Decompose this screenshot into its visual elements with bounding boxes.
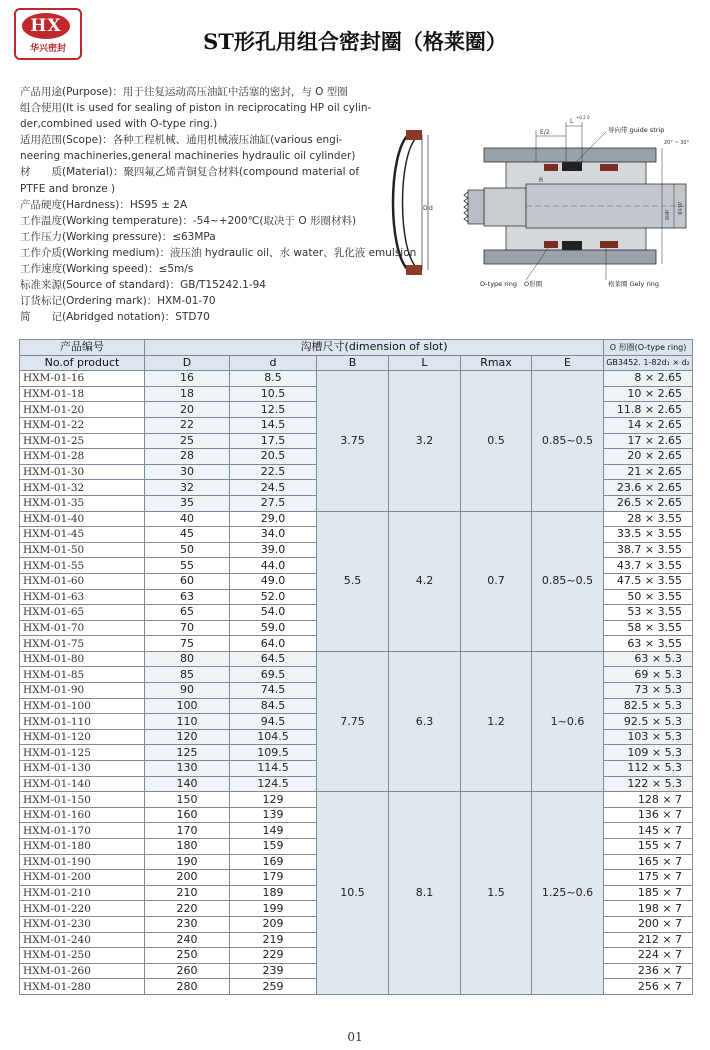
groove-d-cell: 54.0: [230, 605, 317, 621]
slot-b-cell: 7.75: [317, 651, 389, 791]
groove-d-cell: 189: [230, 885, 317, 901]
bore-d-cell: 80: [145, 651, 230, 667]
groove-d-cell: 34.0: [230, 527, 317, 543]
groove-d-cell: 169: [230, 854, 317, 870]
o-ring-size-cell: 200 × 7: [604, 916, 693, 932]
o-ring-size-cell: 155 × 7: [604, 839, 693, 855]
product-number-cell: HXM-01-100: [20, 698, 145, 714]
product-number-cell: HXM-01-220: [20, 901, 145, 917]
header-col-e: E: [532, 355, 604, 371]
bore-d-cell: 45: [145, 527, 230, 543]
header-col-rmax: Rmax: [461, 355, 532, 371]
slot-rmax-cell: 1.5: [461, 792, 532, 995]
product-number-cell: HXM-01-35: [20, 495, 145, 511]
o-ring-size-cell: 82.5 × 5.3: [604, 698, 693, 714]
groove-d-cell: 159: [230, 839, 317, 855]
product-number-cell: HXM-01-85: [20, 667, 145, 683]
product-number-cell: HXM-01-32: [20, 480, 145, 496]
product-number-cell: HXM-01-170: [20, 823, 145, 839]
bore-d-cell: 50: [145, 542, 230, 558]
bore-d-cell: 190: [145, 854, 230, 870]
groove-d-cell: 129: [230, 792, 317, 808]
bore-d-cell: 100: [145, 698, 230, 714]
product-number-cell: HXM-01-20: [20, 402, 145, 418]
o-ring-size-cell: 128 × 7: [604, 792, 693, 808]
spec-line: 工作温度(Working temperature)：-54~+200℃(取决于 O 形圈材料): [20, 214, 357, 227]
bore-d-cell: 65: [145, 605, 230, 621]
groove-d-cell: 59.0: [230, 620, 317, 636]
bore-d-cell: 220: [145, 901, 230, 917]
groove-d-cell: 22.5: [230, 464, 317, 480]
bore-d-cell: 125: [145, 745, 230, 761]
spec-line: 产品硬度(Hardness)：HS95 ± 2A: [20, 198, 188, 211]
o-ring-size-cell: 112 × 5.3: [604, 761, 693, 777]
product-number-cell: HXM-01-130: [20, 761, 145, 777]
o-ring-size-cell: 21 × 2.65: [604, 464, 693, 480]
table-row: [20, 651, 693, 667]
logo-mark: HX: [22, 13, 70, 39]
o-ring-size-cell: 63 × 3.55: [604, 636, 693, 652]
product-number-cell: HXM-01-90: [20, 683, 145, 699]
slot-l-cell: 3.2: [389, 371, 461, 511]
groove-d-cell: 229: [230, 948, 317, 964]
o-ring-size-cell: 145 × 7: [604, 823, 693, 839]
bore-d-cell: 28: [145, 449, 230, 465]
spec-line: 标准来源(Source of standard)：GB/T15242.1-94: [20, 279, 266, 292]
o-ring-size-cell: 50 × 3.55: [604, 589, 693, 605]
product-number-cell: HXM-01-55: [20, 558, 145, 574]
groove-d-cell: 20.5: [230, 449, 317, 465]
slot-b-cell: 5.5: [317, 511, 389, 651]
slot-rmax-cell: 1.2: [461, 651, 532, 791]
o-ring-size-cell: 185 × 7: [604, 885, 693, 901]
bore-d-cell: 250: [145, 948, 230, 964]
bore-d-cell: 16: [145, 371, 230, 387]
bore-d-cell: 75: [145, 636, 230, 652]
bore-d-cell: 40: [145, 511, 230, 527]
o-ring-size-cell: 11.8 × 2.65: [604, 402, 693, 418]
groove-d-cell: 14.5: [230, 417, 317, 433]
o-ring-size-cell: 43.7 × 3.55: [604, 558, 693, 574]
header-oring-line1: O 形圈(O-type ring): [604, 340, 693, 356]
o-ring-size-cell: 47.5 × 3.55: [604, 573, 693, 589]
bore-d-cell: 140: [145, 776, 230, 792]
o-ring-size-cell: 73 × 5.3: [604, 683, 693, 699]
dim-angle: 20° ~ 30°: [664, 140, 690, 146]
slot-l-cell: 8.1: [389, 792, 461, 995]
product-number-cell: HXM-01-22: [20, 417, 145, 433]
groove-d-cell: 52.0: [230, 589, 317, 605]
o-ring-size-cell: 224 × 7: [604, 948, 693, 964]
bore-d-cell: 260: [145, 963, 230, 979]
product-number-cell: HXM-01-120: [20, 729, 145, 745]
slot-e-cell: 1.25~0.6: [532, 792, 604, 995]
spec-line: 订货标记(Ordering mark)：HXM-01-70: [20, 295, 216, 308]
groove-d-cell: 109.5: [230, 745, 317, 761]
product-number-cell: HXM-01-190: [20, 854, 145, 870]
bore-d-cell: 180: [145, 839, 230, 855]
dim-tol: +0.2 0: [576, 115, 590, 120]
bore-d-cell: 210: [145, 885, 230, 901]
dim-r: R: [539, 177, 544, 184]
groove-d-cell: 10.5: [230, 386, 317, 402]
label-o-type-ring: O-type ring: [480, 280, 517, 288]
product-number-cell: HXM-01-70: [20, 620, 145, 636]
o-ring-size-cell: 26.5 × 2.65: [604, 495, 693, 511]
product-number-cell: HXM-01-240: [20, 932, 145, 948]
spec-line: PTFE and bronze ): [20, 182, 116, 195]
groove-d-cell: 124.5: [230, 776, 317, 792]
header-product-en: No.of product: [20, 355, 145, 371]
spec-line: 工作压力(Working pressure)：≤63MPa: [20, 230, 216, 243]
bore-d-cell: 280: [145, 979, 230, 995]
o-ring-size-cell: 20 × 2.65: [604, 449, 693, 465]
slot-e-cell: 0.85~0.5: [532, 511, 604, 651]
label-o-ring-cn: O形圈: [524, 280, 543, 288]
slot-b-cell: 3.75: [317, 371, 389, 511]
spec-line: 材 质(Material)：聚四氟乙烯青铜复合材料(compound material of: [20, 166, 360, 179]
seal-ring-side-view: [393, 130, 433, 275]
table-row: [20, 792, 693, 808]
groove-d-cell: 69.5: [230, 667, 317, 683]
bore-d-cell: 55: [145, 558, 230, 574]
product-number-cell: HXM-01-110: [20, 714, 145, 730]
groove-d-cell: 64.0: [230, 636, 317, 652]
spec-line: 工作速度(Working speed)：≤5m/s: [20, 263, 194, 276]
o-ring-size-cell: 198 × 7: [604, 901, 693, 917]
groove-d-cell: 179: [230, 870, 317, 886]
groove-d-cell: 259: [230, 979, 317, 995]
table-row: [20, 371, 693, 387]
slot-rmax-cell: 0.5: [461, 371, 532, 511]
o-ring-size-cell: 92.5 × 5.3: [604, 714, 693, 730]
spec-line: 产品用途(Purpose)：用于往复运动高压油缸中活塞的密封，与 O 型圈: [20, 86, 348, 98]
slot-l-cell: 6.3: [389, 651, 461, 791]
o-ring-size-cell: 175 × 7: [604, 870, 693, 886]
slot-b-cell: 10.5: [317, 792, 389, 995]
spec-line: 适用范围(Scope)：各种工程机械、通用机械液压油缸(various engi-: [20, 134, 343, 147]
spec-line: 组合使用(It is used for sealing of piston in reciprocating HP oil cylin-: [20, 102, 372, 115]
seal-cross-section-diagram: [386, 110, 706, 295]
product-number-cell: HXM-01-80: [20, 651, 145, 667]
o-ring-size-cell: 53 × 3.55: [604, 605, 693, 621]
header-col-l: L: [389, 355, 461, 371]
bore-d-cell: 170: [145, 823, 230, 839]
header-product-cn: 产品编号: [20, 340, 145, 356]
groove-d-cell: 104.5: [230, 729, 317, 745]
o-ring-size-cell: 17 × 2.65: [604, 433, 693, 449]
o-ring-size-cell: 14 × 2.65: [604, 417, 693, 433]
dim-e2: E/2: [540, 129, 550, 136]
dim-l: L: [570, 118, 574, 125]
groove-d-cell: 27.5: [230, 495, 317, 511]
product-number-cell: HXM-01-50: [20, 542, 145, 558]
product-number-cell: HXM-01-60: [20, 573, 145, 589]
groove-d-cell: 149: [230, 823, 317, 839]
groove-d-cell: 139: [230, 807, 317, 823]
o-ring-size-cell: 58 × 3.55: [604, 620, 693, 636]
o-ring-size-cell: 103 × 5.3: [604, 729, 693, 745]
bore-d-cell: 22: [145, 417, 230, 433]
bore-d-cell: 160: [145, 807, 230, 823]
groove-d-cell: 17.5: [230, 433, 317, 449]
header-oring-standard: GB3452. 1-82d₁ × d₂: [604, 355, 693, 371]
groove-d-cell: 29.0: [230, 511, 317, 527]
groove-d-cell: 74.5: [230, 683, 317, 699]
product-number-cell: HXM-01-160: [20, 807, 145, 823]
o-ring-size-cell: 33.5 × 3.55: [604, 527, 693, 543]
o-ring-size-cell: 109 × 5.3: [604, 745, 693, 761]
bore-d-cell: 60: [145, 573, 230, 589]
bore-d-cell: 35: [145, 495, 230, 511]
groove-d-cell: 94.5: [230, 714, 317, 730]
o-ring-size-cell: 10 × 2.65: [604, 386, 693, 402]
dim-dh: dH9: [663, 210, 669, 221]
product-number-cell: HXM-01-65: [20, 605, 145, 621]
groove-d-cell: 199: [230, 901, 317, 917]
bore-d-cell: 20: [145, 402, 230, 418]
slot-rmax-cell: 0.7: [461, 511, 532, 651]
product-number-cell: HXM-01-18: [20, 386, 145, 402]
product-number-cell: HXM-01-28: [20, 449, 145, 465]
bore-d-cell: 25: [145, 433, 230, 449]
bore-d-cell: 90: [145, 683, 230, 699]
bore-d-cell: 63: [145, 589, 230, 605]
bore-d-cell: 120: [145, 729, 230, 745]
spec-line: 工作介质(Working medium)：液压油 hydraulic oil、水 water、乳化液 emulsion: [20, 246, 417, 259]
slot-l-cell: 4.2: [389, 511, 461, 651]
o-ring-size-cell: 28 × 3.55: [604, 511, 693, 527]
o-ring-size-cell: 165 × 7: [604, 854, 693, 870]
spec-line: 简 记(Abridged notation)：STD70: [20, 311, 210, 324]
product-number-cell: HXM-01-16: [20, 371, 145, 387]
bore-d-cell: 32: [145, 480, 230, 496]
groove-d-cell: 84.5: [230, 698, 317, 714]
groove-d-cell: 12.5: [230, 402, 317, 418]
bore-d-cell: 130: [145, 761, 230, 777]
bore-d-cell: 230: [145, 916, 230, 932]
bore-d-cell: 30: [145, 464, 230, 480]
product-number-cell: HXM-01-40: [20, 511, 145, 527]
product-number-cell: HXM-01-250: [20, 948, 145, 964]
product-number-cell: HXM-01-180: [20, 839, 145, 855]
bore-d-cell: 150: [145, 792, 230, 808]
product-number-cell: HXM-01-45: [20, 527, 145, 543]
header-col-b: B: [317, 355, 389, 371]
product-specs: [20, 84, 417, 325]
bore-d-cell: 70: [145, 620, 230, 636]
product-number-cell: HXM-01-75: [20, 636, 145, 652]
slot-e-cell: 0.85~0.5: [532, 371, 604, 511]
groove-d-cell: 44.0: [230, 558, 317, 574]
page-title: ST形孔用组合密封圈（格莱圈）: [203, 29, 507, 54]
product-number-cell: HXM-01-25: [20, 433, 145, 449]
bore-d-cell: 110: [145, 714, 230, 730]
label-guide-strip: 导向带 guide strip: [608, 126, 665, 134]
o-ring-size-cell: 122 × 5.3: [604, 776, 693, 792]
bore-d-cell: 240: [145, 932, 230, 948]
groove-d-cell: 219: [230, 932, 317, 948]
o-ring-size-cell: 256 × 7: [604, 979, 693, 995]
bore-d-cell: 200: [145, 870, 230, 886]
spec-line: der,combined used with O-type ring.): [20, 118, 218, 131]
groove-d-cell: 209: [230, 916, 317, 932]
header-col-d-large: D: [145, 355, 230, 371]
groove-d-cell: 39.0: [230, 542, 317, 558]
spec-line: neering machineries,general machineries hydraulic oil cylinder): [20, 150, 356, 163]
groove-d-cell: 239: [230, 963, 317, 979]
o-ring-size-cell: 136 × 7: [604, 807, 693, 823]
o-ring-size-cell: 236 × 7: [604, 963, 693, 979]
product-number-cell: HXM-01-210: [20, 885, 145, 901]
product-number-cell: HXM-01-125: [20, 745, 145, 761]
groove-d-cell: 49.0: [230, 573, 317, 589]
product-number-cell: HXM-01-260: [20, 963, 145, 979]
product-number-cell: HXM-01-200: [20, 870, 145, 886]
groove-d-cell: 8.5: [230, 371, 317, 387]
svg-text:D: D: [423, 205, 428, 212]
product-number-cell: HXM-01-230: [20, 916, 145, 932]
o-ring-size-cell: 23.6 × 2.65: [604, 480, 693, 496]
o-ring-size-cell: 69 × 5.3: [604, 667, 693, 683]
dimension-table: [19, 339, 693, 995]
table-row: [20, 511, 693, 527]
bore-d-cell: 18: [145, 386, 230, 402]
page-number: 01: [347, 1030, 363, 1044]
o-ring-size-cell: 38.7 × 3.55: [604, 542, 693, 558]
product-number-cell: HXM-01-150: [20, 792, 145, 808]
product-number-cell: HXM-01-140: [20, 776, 145, 792]
o-ring-size-cell: 63 × 5.3: [604, 651, 693, 667]
product-number-cell: HXM-01-30: [20, 464, 145, 480]
svg-text:d: d: [429, 205, 433, 212]
o-ring-size-cell: 212 × 7: [604, 932, 693, 948]
groove-d-cell: 24.5: [230, 480, 317, 496]
logo-company-name: 华兴密封: [29, 44, 66, 54]
product-number-cell: HXM-01-63: [20, 589, 145, 605]
cylinder-section: [464, 148, 686, 264]
table-body: [20, 371, 693, 995]
bore-d-cell: 85: [145, 667, 230, 683]
header-slot-dimension: 沟槽尺寸(dimension of slot): [145, 340, 604, 356]
dim-d1: d1h9: [676, 202, 682, 215]
groove-d-cell: 114.5: [230, 761, 317, 777]
o-ring-size-cell: 8 × 2.65: [604, 371, 693, 387]
label-gely-ring: 格莱圈 Gely ring: [608, 280, 660, 288]
header-col-d-small: d: [230, 355, 317, 371]
slot-e-cell: 1~0.6: [532, 651, 604, 791]
groove-d-cell: 64.5: [230, 651, 317, 667]
product-number-cell: HXM-01-280: [20, 979, 145, 995]
